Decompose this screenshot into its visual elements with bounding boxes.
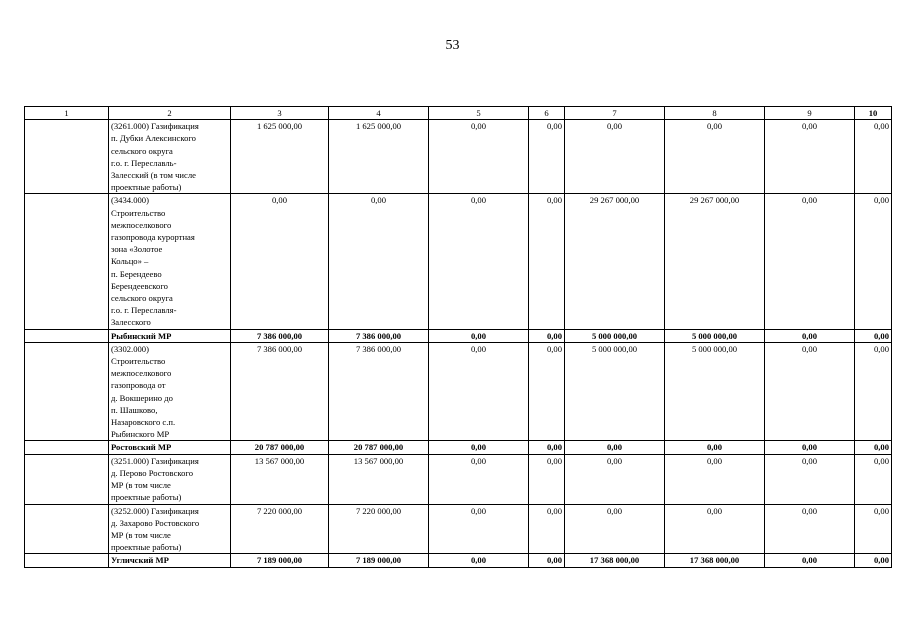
empty-cell <box>25 504 109 554</box>
column-header: 9 <box>765 107 855 120</box>
total-cell: 0,00 <box>429 554 529 567</box>
value-cell: 0,00 <box>565 454 665 504</box>
value-cell: 0,00 <box>765 454 855 504</box>
value-cell: 0,00 <box>855 454 892 504</box>
value-cell: 0,00 <box>529 342 565 441</box>
district-name: Угличский МР <box>109 554 231 567</box>
item-description: (3251.000) Газификация д. Перово Ростовского МР (в том числе проектные работы) <box>109 454 231 504</box>
column-header: 2 <box>109 107 231 120</box>
value-cell: 0,00 <box>529 454 565 504</box>
empty-cell <box>25 194 109 329</box>
district-total-row <box>25 554 892 567</box>
total-cell: 0,00 <box>765 329 855 342</box>
total-cell: 0,00 <box>765 554 855 567</box>
value-cell: 7 220 000,00 <box>329 504 429 554</box>
value-cell: 5 000 000,00 <box>565 342 665 441</box>
total-cell: 0,00 <box>529 329 565 342</box>
empty-cell <box>25 454 109 504</box>
value-cell: 0,00 <box>565 504 665 554</box>
total-cell: 0,00 <box>855 441 892 454</box>
value-cell: 1 625 000,00 <box>231 120 329 194</box>
value-cell: 0,00 <box>529 504 565 554</box>
empty-cell <box>25 554 109 567</box>
value-cell: 0,00 <box>855 194 892 329</box>
column-header: 3 <box>231 107 329 120</box>
table-header-row <box>25 107 892 120</box>
column-header: 7 <box>565 107 665 120</box>
value-cell: 1 625 000,00 <box>329 120 429 194</box>
total-cell: 20 787 000,00 <box>231 441 329 454</box>
total-cell: 0,00 <box>429 329 529 342</box>
table-row <box>25 342 892 441</box>
empty-cell <box>25 120 109 194</box>
total-cell: 7 386 000,00 <box>231 329 329 342</box>
value-cell: 0,00 <box>765 504 855 554</box>
value-cell: 0,00 <box>429 194 529 329</box>
total-cell: 20 787 000,00 <box>329 441 429 454</box>
value-cell: 0,00 <box>765 194 855 329</box>
district-total-row <box>25 441 892 454</box>
total-cell: 0,00 <box>855 329 892 342</box>
item-description: (3252.000) Газификация д. Захарово Ростовского МР (в том числе проектные работы) <box>109 504 231 554</box>
value-cell: 29 267 000,00 <box>665 194 765 329</box>
district-total-row <box>25 329 892 342</box>
total-cell: 0,00 <box>765 441 855 454</box>
table-row <box>25 504 892 554</box>
column-header: 8 <box>665 107 765 120</box>
value-cell: 0,00 <box>429 504 529 554</box>
value-cell: 29 267 000,00 <box>565 194 665 329</box>
total-cell: 5 000 000,00 <box>665 329 765 342</box>
total-cell: 0,00 <box>665 441 765 454</box>
value-cell: 0,00 <box>429 120 529 194</box>
value-cell: 0,00 <box>665 120 765 194</box>
value-cell: 7 386 000,00 <box>231 342 329 441</box>
value-cell: 13 567 000,00 <box>231 454 329 504</box>
empty-cell <box>25 342 109 441</box>
value-cell: 0,00 <box>855 504 892 554</box>
value-cell: 0,00 <box>231 194 329 329</box>
total-cell: 7 189 000,00 <box>231 554 329 567</box>
table-row <box>25 454 892 504</box>
item-description: (3434.000) Строительство межпоселкового газопровода курортная зона «Золотое Кольцо» – п. Берендеево Берендеевского сельского округа г.о. г. Переславля- Залесского <box>109 194 231 329</box>
budget-table <box>24 106 892 568</box>
total-cell: 17 368 000,00 <box>665 554 765 567</box>
total-cell: 0,00 <box>529 554 565 567</box>
value-cell: 0,00 <box>765 342 855 441</box>
page-number: 53 <box>445 38 460 53</box>
total-cell: 5 000 000,00 <box>565 329 665 342</box>
item-description: (3302.000) Строительство межпоселкового газопровода от д. Вокшерино до п. Шашково, Назаровского с.п. Рыбинского МР <box>109 342 231 441</box>
value-cell: 0,00 <box>429 342 529 441</box>
empty-cell <box>25 329 109 342</box>
total-cell: 17 368 000,00 <box>565 554 665 567</box>
column-header: 5 <box>429 107 529 120</box>
value-cell: 13 567 000,00 <box>329 454 429 504</box>
column-header: 4 <box>329 107 429 120</box>
district-name: Рыбинский МР <box>109 329 231 342</box>
value-cell: 7 386 000,00 <box>329 342 429 441</box>
value-cell: 0,00 <box>429 454 529 504</box>
value-cell: 0,00 <box>855 120 892 194</box>
value-cell: 0,00 <box>765 120 855 194</box>
value-cell: 0,00 <box>665 504 765 554</box>
value-cell: 0,00 <box>665 454 765 504</box>
column-header: 1 <box>25 107 109 120</box>
item-description: (3261.000) Газификация п. Дубки Алексинского сельского округа г.о. г. Переславль- Залесский (в том числе проектные работы) <box>109 120 231 194</box>
empty-cell <box>25 441 109 454</box>
value-cell: 5 000 000,00 <box>665 342 765 441</box>
total-cell: 0,00 <box>565 441 665 454</box>
column-header: 6 <box>529 107 565 120</box>
total-cell: 0,00 <box>855 554 892 567</box>
total-cell: 0,00 <box>429 441 529 454</box>
value-cell: 0,00 <box>529 194 565 329</box>
total-cell: 0,00 <box>529 441 565 454</box>
column-header: 10 <box>855 107 892 120</box>
table-row <box>25 120 892 194</box>
district-name: Ростовский МР <box>109 441 231 454</box>
value-cell: 0,00 <box>855 342 892 441</box>
total-cell: 7 386 000,00 <box>329 329 429 342</box>
value-cell: 7 220 000,00 <box>231 504 329 554</box>
table-row <box>25 194 892 329</box>
value-cell: 0,00 <box>529 120 565 194</box>
value-cell: 0,00 <box>329 194 429 329</box>
value-cell: 0,00 <box>565 120 665 194</box>
total-cell: 7 189 000,00 <box>329 554 429 567</box>
